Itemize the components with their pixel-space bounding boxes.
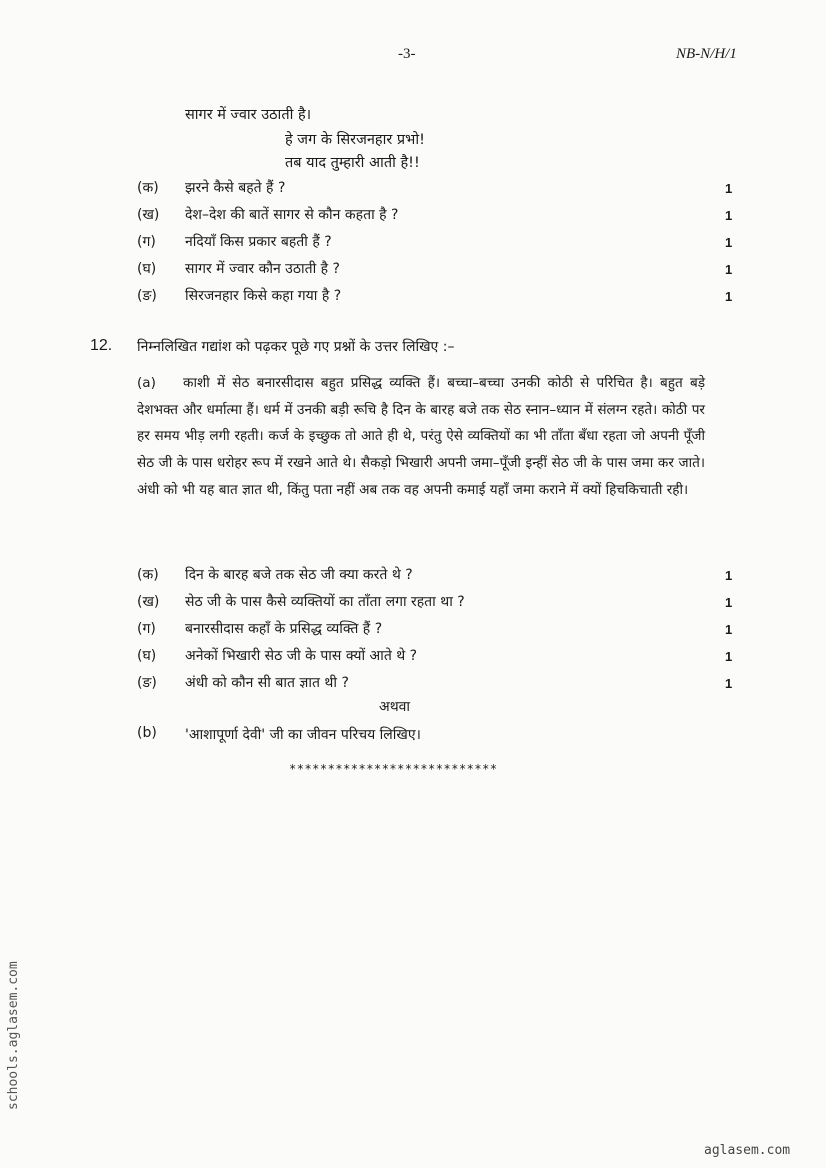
question-number: 12.	[90, 337, 113, 354]
question-label: (क)	[137, 567, 159, 583]
question-text: नदियाँ किस प्रकार बहती हैं ?	[185, 234, 332, 250]
poem-line: सागर में ज्वार उठाती है।	[185, 107, 312, 123]
question-text: सागर में ज्वार कौन उठाती है ?	[185, 261, 340, 277]
question-label: (ख)	[137, 207, 160, 223]
option-b-text: 'आशापूर्णा देवी' जी का जीवन परिचय लिखिए।	[185, 727, 421, 743]
question-label: (ख)	[137, 594, 160, 610]
question-text: झरने कैसे बहते हैं ?	[185, 180, 286, 196]
question-marks: 1	[725, 622, 733, 637]
question-text: देश–देश की बातें सागर से कौन कहता है ?	[185, 207, 399, 223]
watermark-right: aglasem.com	[704, 1143, 791, 1158]
question-instruction: निम्नलिखित गद्यांश को पढ़कर पूछे गए प्रश्नों के उत्तर लिखिए :–	[137, 339, 455, 355]
option-a-label: (a)	[137, 375, 156, 391]
question-marks: 1	[725, 208, 733, 223]
question-text: सेठ जी के पास कैसे व्यक्तियों का ताँता लगा रहता था ?	[185, 594, 465, 610]
page-number: -3-	[398, 46, 416, 62]
question-marks: 1	[725, 649, 733, 664]
paper-code: NB-N/H/1	[676, 46, 737, 62]
question-label: (ग)	[137, 234, 156, 250]
question-marks: 1	[725, 181, 733, 196]
question-text: दिन के बारह बजे तक सेठ जी क्या करते थे ?	[185, 567, 413, 583]
question-label: (ग)	[137, 621, 156, 637]
question-marks: 1	[725, 262, 733, 277]
question-marks: 1	[725, 676, 733, 691]
question-text: अंधी को कौन सी बात ज्ञात थी ?	[185, 675, 349, 691]
question-label: (घ)	[137, 648, 157, 664]
question-marks: 1	[725, 235, 733, 250]
poem-line: हे जग के सिरजनहार प्रभो!	[285, 132, 425, 148]
question-label: (ङ)	[137, 288, 157, 304]
question-marks: 1	[725, 595, 733, 610]
or-divider: अथवा	[379, 699, 411, 715]
passage	[137, 370, 705, 504]
question-label: (घ)	[137, 261, 157, 277]
option-b-label: (b)	[137, 725, 157, 741]
watermark-left: schools.aglasem.com	[6, 961, 21, 1110]
poem-line: तब याद तुम्हारी आती है!!	[285, 155, 420, 171]
question-text: बनारसीदास कहाँ के प्रसिद्ध व्यक्ति हैं ?	[185, 621, 383, 637]
end-marker: ***************************	[289, 762, 498, 776]
question-text: सिरजनहार किसे कहा गया है ?	[185, 288, 342, 304]
question-marks: 1	[725, 289, 733, 304]
question-marks: 1	[725, 568, 733, 583]
question-text: अनेकों भिखारी सेठ जी के पास क्यों आते थे ?	[185, 648, 418, 664]
question-label: (क)	[137, 180, 159, 196]
question-label: (ङ)	[137, 675, 157, 691]
passage-text: काशी में सेठ बनारसीदास बहुत प्रसिद्ध व्यक्ति हैं। बच्चा–बच्चा उनकी कोठी से परिचित है। बहुत बड़े देशभक्त और धर्मात्मा हैं। धर्म में उनकी बड़ी रूचि है दिन के बारह बजे तक सेठ स्नान–ध्यान में संलग्न रहते। कोठी पर हर समय भीड़ लगी रहती। कर्ज के इच्छुक तो आते ही थे, परंतु ऐसे व्यक्तियों का भी ताँता बँधा रहता जो अपनी पूँजी सेठ जी के पास धरोहर रूप में रखने आते थे। सैकड़ो भिखारी अपनी जमा–पूँजी इन्हीं सेठ जी के पास जमा कर जाते। अंधी को भी यह बात ज्ञात थी, किंतु पता नहीं अब तक वह अपनी कमाई यहाँ जमा कराने में क्यों हिचकिचाती रही।	[137, 375, 705, 498]
